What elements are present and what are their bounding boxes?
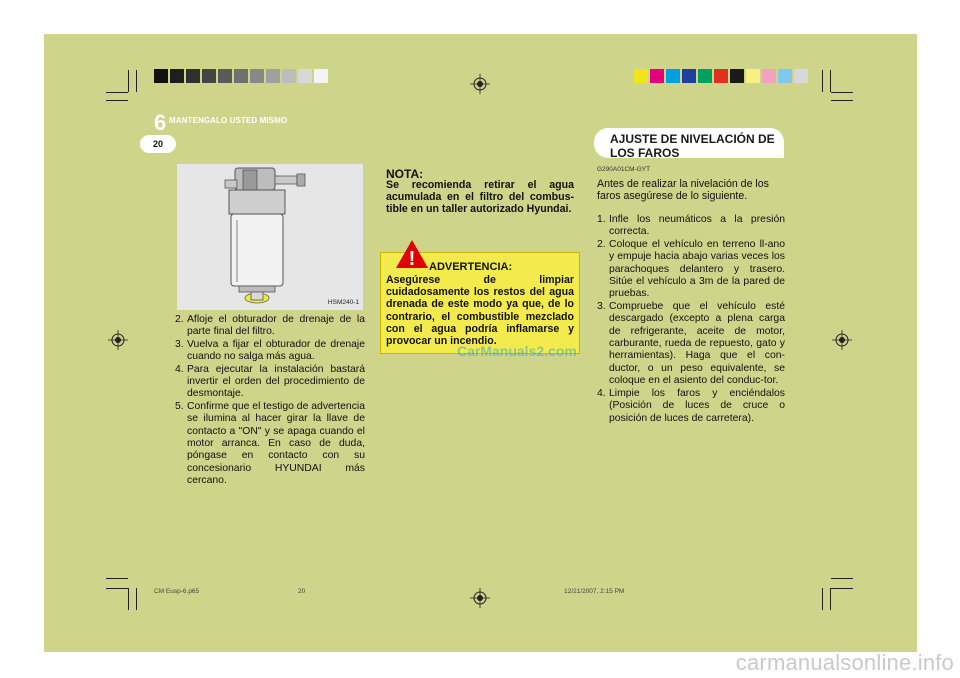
procedure-list [175,314,365,488]
site-watermark: carmanualsonline.info [735,650,954,675]
gray-swatch [250,69,264,83]
color-swatch [714,69,728,83]
warning-title: ADVERTENCIA: [429,261,513,273]
registration-mark-icon [470,588,490,608]
color-swatch [634,69,648,83]
list-item: 2. Coloque el vehículo en terreno ll-ano y empuje hacia abajo varias veces los parachoques delantero y trasero. Sitúe el vehículo a 3m de la pared de pruebas. [597,238,785,300]
chapter-title: MANTENGALO USTED MISMO [169,116,288,125]
registration-mark-icon [832,330,852,350]
page-number: 20 [140,135,176,153]
color-swatch [730,69,744,83]
note-title: NOTA: [386,167,424,181]
section-intro: Antes de realizar la nivelación de los faros asegúrese de lo siguiente. [597,178,769,203]
gray-swatch [154,69,168,83]
figure-id: HSM240-1 [327,299,359,306]
gray-swatch [282,69,296,83]
list-item: 1. Infle los neumáticos a la presión correcta. [597,214,785,238]
warning-text: Asegúrese de limpiar cuidadosamente los restos del agua drenada de este modo ya que, de lo contrario, el combustible mezclado con el agua podría inflamarse y provocar un incendio. [386,274,574,348]
svg-text:!: ! [408,248,416,269]
fuel-filter-figure [177,164,363,310]
color-swatch [746,69,760,83]
color-swatch [778,69,792,83]
note-text: Se recomienda retirar el agua acumulada en el filtro del combus-tible en un taller autorizado Hyundai. [386,179,574,216]
warning-box [380,248,580,354]
color-swatch [666,69,680,83]
registration-mark-icon [470,74,490,94]
gray-swatch [202,69,216,83]
gray-swatch [218,69,232,83]
registration-mark-icon [108,330,128,350]
grayscale-color-bar [154,69,330,83]
gray-swatch [234,69,248,83]
chapter-number: 6 [154,110,167,135]
color-swatch [698,69,712,83]
headlight-steps-list [597,214,785,425]
color-swatch [794,69,808,83]
color-swatch [762,69,776,83]
list-item: 4. Para ejecutar la instalación bastará invertir el orden del procedimiento de desmontaje. [175,363,365,400]
list-item: 3. Vuelva a fijar el obturador de drenaje cuando no salga más agua. [175,338,365,363]
gray-swatch [186,69,200,83]
footer-file: CM Eusp-6.p65 [154,588,200,595]
section-title: AJUSTE DE NIVELACIÓN DE LOS FAROS [610,132,775,160]
gray-swatch [298,69,312,83]
gray-swatch [314,69,328,83]
gray-swatch [170,69,184,83]
gray-swatch [266,69,280,83]
section-code: G290A01CM-GYT [597,166,651,173]
list-item: 4. Limpie los faros y enciéndalos (Posición de luces de cruce o posición de luces de carretera). [597,387,785,424]
warning-triangle-icon [395,239,429,269]
list-item: 3. Compruebe que el vehículo esté descargado (excepto a plena carga de refrigerante, aceite de motor, carburante, rueda de repuesto, gato y herramientas). Haga que el con-ductor, o un peso equivalente, se coloque en el asiento del conduc-tor. [597,300,785,387]
list-item: 5. Confirme que el testigo de advertencia se ilumina al hacer girar la llave de contacto a "ON" y se apaga cuando el motor arranca. En caso de duda, póngase en contacto con su concesionario HYUNDAI más cercano. [175,400,365,487]
fuel-filter-illustration [177,164,363,310]
color-swatch [650,69,664,83]
cmyk-color-bar [634,69,810,83]
footer-page: 20 [298,588,306,595]
color-swatch [682,69,696,83]
list-item: 2. Afloje el obturador de drenaje de la parte final del filtro. [175,314,365,338]
footer-datetime: 12/21/2007, 2:15 PM [564,588,625,595]
watermark: CarManuals2.com [457,343,577,359]
